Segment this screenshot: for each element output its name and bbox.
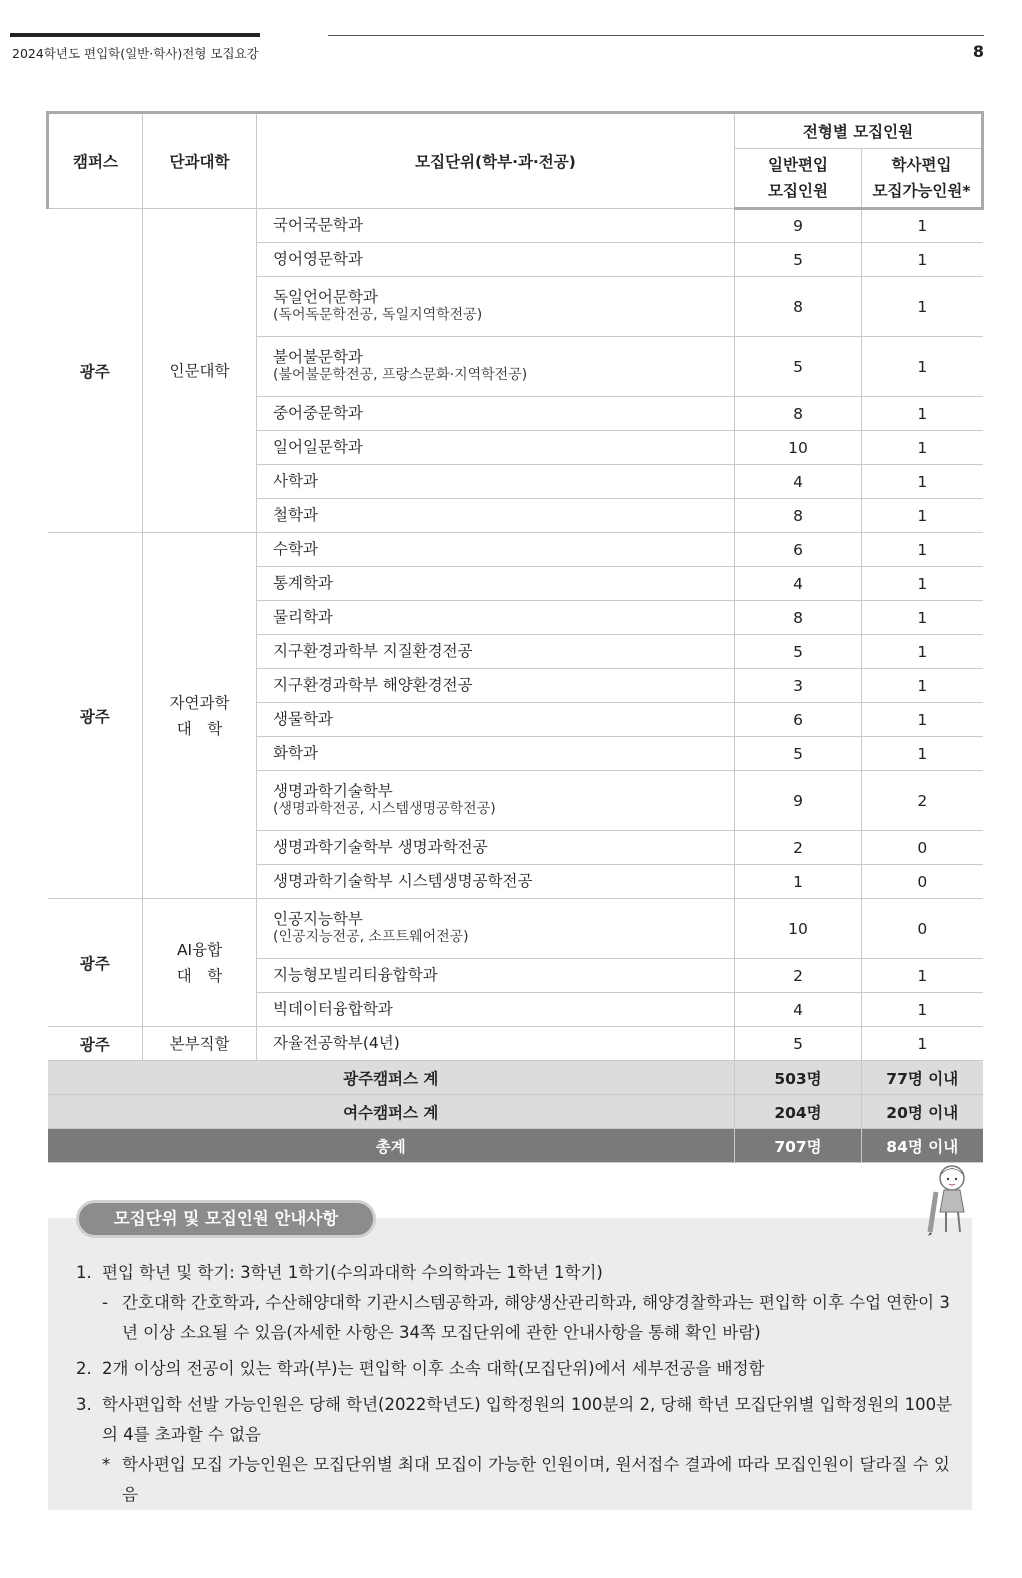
- table-row: [48, 209, 983, 243]
- campus-cell: 광주: [48, 209, 143, 533]
- grand-total-bachelor: 84명 이내: [862, 1129, 983, 1163]
- unit-cell: [257, 1027, 735, 1061]
- header-general-line2: 모집인원: [768, 182, 828, 200]
- subtotal-row: [48, 1095, 983, 1129]
- general-quota-cell: 8: [735, 277, 862, 337]
- header-unit: 모집단위(학부·과·전공): [257, 113, 735, 209]
- notice-subitem-text: 학사편입 모집 가능인원은 모집단위별 최대 모집이 가능한 인원이며, 원서접수 결과에 따라 모집인원이 달라질 수 있음: [122, 1455, 950, 1504]
- header-rule-left: [10, 33, 260, 37]
- unit-cell: [257, 533, 735, 567]
- general-quota-cell: 10: [735, 431, 862, 465]
- unit-name: 통계학과: [273, 573, 333, 592]
- unit-name: 생명과학기술학부 생명과학전공: [273, 837, 488, 856]
- general-quota-cell: 3: [735, 669, 862, 703]
- bachelor-quota-cell: 1: [862, 397, 983, 431]
- general-quota-cell: 1: [735, 865, 862, 899]
- bachelor-quota-cell: 1: [862, 277, 983, 337]
- unit-cell: [257, 499, 735, 533]
- unit-name: 물리학과: [273, 607, 333, 626]
- header-general: [735, 149, 862, 209]
- notice-subitem-mark: *: [102, 1455, 111, 1474]
- notice-item-text: 학사편입학 선발 가능인원은 당해 학년(2022학년도) 입학정원의 100분의 2, 당해 학년 모집단위별 입학정원의 100분의 4를 초과할 수 없음: [102, 1395, 953, 1444]
- header-college: 단과대학: [143, 113, 257, 209]
- college-name-line: 인문대학: [169, 361, 230, 380]
- header-bachelor: [862, 149, 983, 209]
- general-quota-cell: 2: [735, 959, 862, 993]
- unit-cell: [257, 737, 735, 771]
- unit-name: 철학과: [273, 505, 318, 524]
- header-bachelor-line2: 모집가능인원*: [872, 182, 971, 200]
- unit-cell: [257, 669, 735, 703]
- college-name-line: 대 학: [176, 719, 223, 738]
- college-cell: [143, 209, 257, 533]
- general-quota-cell: 5: [735, 243, 862, 277]
- unit-cell: [257, 209, 735, 243]
- header-bachelor-line1: 학사편입: [891, 156, 952, 174]
- general-quota-cell: 5: [735, 337, 862, 397]
- unit-name: 인공지능학부: [273, 910, 363, 929]
- unit-majors: (생명과학전공, 시스템생명공학전공): [273, 801, 496, 818]
- unit-name: 지구환경과학부 지질환경전공: [273, 641, 473, 660]
- bachelor-quota-cell: 1: [862, 601, 983, 635]
- girl-with-pencil-icon: [918, 1162, 978, 1242]
- unit-cell: [257, 831, 735, 865]
- unit-cell: [257, 993, 735, 1027]
- unit-cell: [257, 337, 735, 397]
- general-quota-cell: 9: [735, 209, 862, 243]
- header-rule-right: [328, 35, 984, 36]
- bachelor-quota-cell: 1: [862, 959, 983, 993]
- general-quota-cell: 8: [735, 601, 862, 635]
- subtotal-label: 광주캠퍼스 계: [48, 1061, 735, 1095]
- table-body: [48, 209, 983, 1163]
- table-row: [48, 899, 983, 959]
- header-general-line1: 일반편입: [768, 156, 828, 174]
- general-quota-cell: 6: [735, 703, 862, 737]
- subtotal-bachelor: 20명 이내: [862, 1095, 983, 1129]
- subtotal-general: 204명: [735, 1095, 862, 1129]
- bachelor-quota-cell: 1: [862, 669, 983, 703]
- notice-item-number: 2.: [76, 1359, 92, 1378]
- unit-name: 중어중문학과: [273, 403, 363, 422]
- notice-item: [76, 1354, 956, 1384]
- unit-cell: [257, 771, 735, 831]
- subtotal-bachelor: 77명 이내: [862, 1061, 983, 1095]
- bachelor-quota-cell: 0: [862, 831, 983, 865]
- unit-name: 생물학과: [273, 709, 333, 728]
- college-name-line: 본부직할: [169, 1034, 230, 1053]
- bachelor-quota-cell: 0: [862, 865, 983, 899]
- college-name-line: 자연과학: [169, 693, 230, 712]
- general-quota-cell: 4: [735, 993, 862, 1027]
- bachelor-quota-cell: 1: [862, 703, 983, 737]
- unit-cell: [257, 959, 735, 993]
- bachelor-quota-cell: 0: [862, 899, 983, 959]
- college-name-line: AI융합: [176, 940, 223, 959]
- document-title: 2024학년도 편입학(일반·학사)전형 모집요강: [12, 46, 259, 61]
- table-row: [48, 1027, 983, 1061]
- bachelor-quota-cell: 1: [862, 499, 983, 533]
- unit-cell: [257, 465, 735, 499]
- unit-name: 지능형모빌리티융합학과: [273, 965, 438, 984]
- unit-majors: (독어독문학전공, 독일지역학전공): [273, 307, 483, 324]
- bachelor-quota-cell: 1: [862, 737, 983, 771]
- header-campus: 캠퍼스: [48, 113, 143, 209]
- unit-name: 일어일문학과: [273, 437, 363, 456]
- bachelor-quota-cell: 1: [862, 431, 983, 465]
- notice-item: [76, 1258, 956, 1348]
- general-quota-cell: 8: [735, 499, 862, 533]
- unit-cell: [257, 243, 735, 277]
- bachelor-quota-cell: 1: [862, 993, 983, 1027]
- page-number: 8: [972, 42, 984, 61]
- general-quota-cell: 5: [735, 737, 862, 771]
- unit-majors: (인공지능전공, 소프트웨어전공): [273, 929, 469, 946]
- bachelor-quota-cell: 1: [862, 243, 983, 277]
- unit-name: 생명과학기술학부: [273, 782, 393, 801]
- grand-total-row: [48, 1129, 983, 1163]
- general-quota-cell: 8: [735, 397, 862, 431]
- general-quota-cell: 9: [735, 771, 862, 831]
- unit-cell: [257, 431, 735, 465]
- college-name-line: 대 학: [176, 966, 223, 985]
- notice-subitem-mark: -: [102, 1293, 108, 1312]
- notice-item-text: 편입 학년 및 학기: 3학년 1학기(수의과대학 수의학과는 1학년 1학기): [102, 1263, 603, 1282]
- notice-item-number: 1.: [76, 1263, 92, 1282]
- unit-cell: [257, 899, 735, 959]
- unit-name: 사학과: [273, 471, 318, 490]
- college-cell: [143, 899, 257, 1027]
- unit-cell: [257, 865, 735, 899]
- general-quota-cell: 4: [735, 465, 862, 499]
- unit-name: 생명과학기술학부 시스템생명공학전공: [273, 871, 533, 890]
- general-quota-cell: 2: [735, 831, 862, 865]
- grand-total-label: 총계: [48, 1129, 735, 1163]
- bachelor-quota-cell: 1: [862, 635, 983, 669]
- college-cell: [143, 533, 257, 899]
- unit-name: 화학과: [273, 743, 318, 762]
- grand-total-general: 707명: [735, 1129, 862, 1163]
- notice-title: 모집단위 및 모집인원 안내사항: [76, 1200, 376, 1238]
- notice-item-text: 2개 이상의 전공이 있는 학과(부)는 편입학 이후 소속 대학(모집단위)에서 세부전공을 배정함: [102, 1359, 765, 1378]
- general-quota-cell: 10: [735, 899, 862, 959]
- bachelor-quota-cell: 2: [862, 771, 983, 831]
- notice-list: [76, 1258, 956, 1516]
- campus-cell: 광주: [48, 533, 143, 899]
- general-quota-cell: 5: [735, 635, 862, 669]
- general-quota-cell: 5: [735, 1027, 862, 1061]
- unit-cell: [257, 567, 735, 601]
- unit-cell: [257, 635, 735, 669]
- subtotal-general: 503명: [735, 1061, 862, 1095]
- college-cell: [143, 1027, 257, 1061]
- unit-majors: (불어불문학전공, 프랑스문화·지역학전공): [273, 367, 528, 384]
- unit-name: 불어불문학과: [273, 348, 363, 367]
- bachelor-quota-cell: 1: [862, 209, 983, 243]
- general-quota-cell: 4: [735, 567, 862, 601]
- bachelor-quota-cell: 1: [862, 337, 983, 397]
- unit-name: 지구환경과학부 해양환경전공: [273, 675, 473, 694]
- bachelor-quota-cell: 1: [862, 465, 983, 499]
- admission-quota-table: [46, 111, 984, 1163]
- table-row: [48, 533, 983, 567]
- notice-subitem-text: 간호대학 간호학과, 수산해양대학 기관시스템공학과, 해양생산관리학과, 해양경찰학과는 편입학 이후 수업 연한이 3년 이상 소요될 수 있음(자세한 사항은 34쪽 모집단위에 관한 안내사항을 통해 확인 바람): [122, 1293, 950, 1342]
- subtotal-label: 여수캠퍼스 계: [48, 1095, 735, 1129]
- unit-name: 빅데이터융합학과: [273, 999, 393, 1018]
- unit-cell: [257, 397, 735, 431]
- bachelor-quota-cell: 1: [862, 533, 983, 567]
- campus-cell: 광주: [48, 1027, 143, 1061]
- campus-cell: 광주: [48, 899, 143, 1027]
- bachelor-quota-cell: 1: [862, 567, 983, 601]
- header-quota-group: 전형별 모집인원: [735, 113, 983, 149]
- unit-cell: [257, 703, 735, 737]
- unit-cell: [257, 601, 735, 635]
- unit-name: 독일언어문학과: [273, 288, 378, 307]
- unit-name: 수학과: [273, 539, 318, 558]
- unit-cell: [257, 277, 735, 337]
- general-quota-cell: 6: [735, 533, 862, 567]
- notice-item-number: 3.: [76, 1395, 92, 1414]
- unit-name: 국어국문학과: [273, 215, 363, 234]
- notice-item: [76, 1390, 956, 1510]
- bachelor-quota-cell: 1: [862, 1027, 983, 1061]
- subtotal-row: [48, 1061, 983, 1095]
- unit-name: 자율전공학부(4년): [273, 1033, 400, 1052]
- unit-name: 영어영문학과: [273, 249, 363, 268]
